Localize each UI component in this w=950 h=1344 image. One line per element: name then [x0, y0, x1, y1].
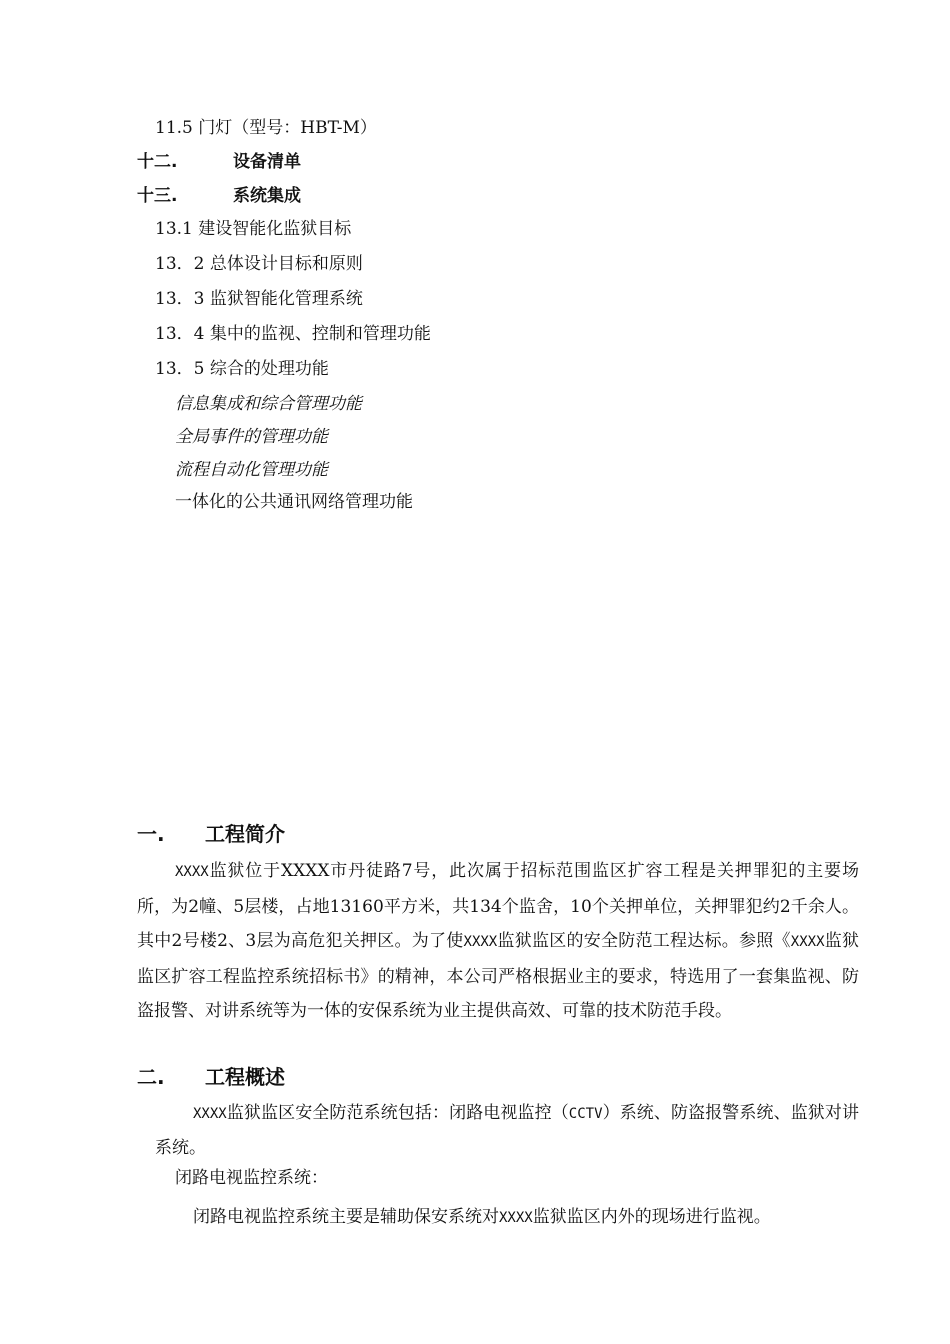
bullet-item-cctv — [155, 1166, 328, 1190]
bullet-item-text: 闭路电视监控系统： — [175, 1168, 328, 1188]
toc-section-13 — [137, 184, 301, 208]
toc-item-11-5: 11.5 门灯（型号：HBT-M） — [155, 118, 377, 138]
toc-section-13-title: 系统集成 — [233, 186, 301, 206]
section-2-heading — [137, 1063, 285, 1091]
toc-item-13-1: 13.1 建设智能化监狱目标 — [155, 219, 352, 239]
toc-item-13-5: 13．5 综合的处理功能 — [155, 359, 329, 379]
toc-item-13-2: 13．2 总体设计目标和原则 — [155, 254, 363, 274]
toc-sub-item-1: 信息集成和综合管理功能 — [175, 394, 362, 414]
toc-sub-item-2: 全局事件的管理功能 — [175, 427, 328, 447]
cctv-description-a: 闭路电视监控系统主要是辅助保安系统对 — [193, 1207, 499, 1227]
project-code: XXXX — [790, 934, 825, 950]
section-2-text-a: 监狱监区安全防范系统包括：闭路电视监控（ — [226, 1103, 569, 1123]
section-2-number: 二. — [137, 1065, 165, 1089]
section-1-number: 一. — [137, 822, 165, 846]
project-code: XXXX — [463, 934, 498, 950]
section-1-heading — [137, 820, 285, 848]
section-2-paragraph — [155, 1096, 859, 1165]
toc-section-12-title: 设备清单 — [233, 152, 301, 172]
cctv-label: CCTV — [568, 1106, 603, 1122]
toc-section-13-number: 十三. — [137, 186, 178, 206]
toc-section-12-number: 十二. — [137, 152, 178, 172]
section-1-title: 工程简介 — [205, 822, 285, 846]
section-1-text-b: 监狱监区的安全防范工程达标。参照《 — [497, 931, 791, 951]
section-1-text-a: 监狱位于XXXX市丹徒路7号，此次属于招标范围监区扩容工程是关押罪犯的主要场所，为2幢、5层楼，占地13160平方米，共134个监舍，10个关押单位，关押罪犯约2千余人。其中2号楼2、3层为高危犯关押区。为了使 — [137, 861, 859, 951]
cctv-description-b: 监狱监区内外的现场进行监视。 — [532, 1207, 771, 1227]
section-2-text-b: ）系统、防盗报警系统、监狱对讲系统。 — [155, 1103, 859, 1158]
toc-sub-item-4: 一体化的公共通讯网络管理功能 — [175, 492, 413, 512]
section-2-title: 工程概述 — [205, 1065, 285, 1089]
project-code: XXXX — [193, 1106, 227, 1122]
cctv-description — [193, 1205, 771, 1230]
section-1-paragraph — [137, 854, 859, 1029]
project-code: XXXX — [175, 864, 209, 880]
section-1-text-c: 监狱监区扩容工程监控系统招标书》的精神，本公司严格根据业主的要求，特选用了一套集监视、防盗报警、对讲系统等为一体的安保系统为业主提供高效、可靠的技术防范手段。 — [137, 931, 860, 1021]
toc-item-13-3: 13．3 监狱智能化管理系统 — [155, 289, 363, 309]
project-code: XXXX — [499, 1210, 533, 1226]
toc-item-13-4: 13．4 集中的监视、控制和管理功能 — [155, 324, 431, 344]
toc-section-12 — [137, 150, 301, 174]
toc-sub-item-3: 流程自动化管理功能 — [175, 460, 328, 480]
